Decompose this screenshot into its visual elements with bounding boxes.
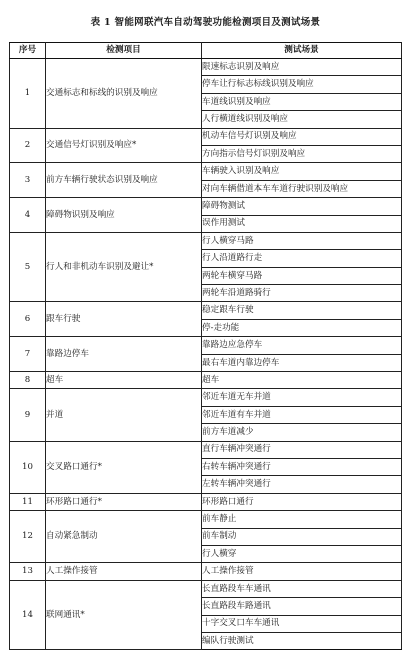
test-item: 联网通讯*: [46, 580, 202, 650]
test-scene: 最右车道内靠边停车: [202, 354, 402, 371]
table-row: [10, 128, 402, 145]
test-scene: 停-走功能: [202, 319, 402, 336]
test-scene: 稳定跟车行驶: [202, 302, 402, 319]
test-item: 跟车行驶: [46, 302, 202, 337]
table-header-row: [10, 43, 402, 59]
test-scene: 两轮车沿道路骑行: [202, 285, 402, 302]
table-row: [10, 580, 402, 597]
table-row: [10, 511, 402, 528]
table-row: [10, 302, 402, 319]
test-item: 交叉路口通行*: [46, 441, 202, 493]
table-row: [10, 372, 402, 389]
test-scene: 直行车辆冲突通行: [202, 441, 402, 458]
test-item: 环形路口通行*: [46, 493, 202, 510]
test-scene: 两轮车横穿马路: [202, 267, 402, 284]
row-number: 11: [10, 493, 46, 510]
test-scene: 长直路段车车通讯: [202, 580, 402, 597]
test-scene: 邻近车道有车并道: [202, 406, 402, 423]
test-item: 交通信号灯识别及响应*: [46, 128, 202, 163]
table-row: [10, 59, 402, 76]
row-number: 2: [10, 128, 46, 163]
test-item: 自动紧急制动: [46, 511, 202, 563]
test-item: 交通标志和标线的识别及响应: [46, 59, 202, 129]
table-caption: 表 1 智能网联汽车自动驾驶功能检测项目及测试场景: [90, 17, 321, 28]
test-scene: 靠路边应急停车: [202, 337, 402, 354]
row-number: 5: [10, 232, 46, 302]
test-scene: 对向车辆借道本车车道行驶识别及响应: [202, 180, 402, 197]
test-item: 超车: [46, 372, 202, 389]
test-scene: 前车制动: [202, 528, 402, 545]
table-row: [10, 232, 402, 249]
test-item: 障碍物识别及响应: [46, 198, 202, 233]
test-item: 前方车辆行驶状态识别及响应: [46, 163, 202, 198]
row-number: 10: [10, 441, 46, 493]
test-scene: 行人沿道路行走: [202, 250, 402, 267]
test-scene: 机动车信号灯识别及响应: [202, 128, 402, 145]
header-item: 检测项目: [46, 43, 202, 59]
row-number: 13: [10, 563, 46, 580]
table-row: [10, 163, 402, 180]
test-items-table: [9, 42, 402, 650]
row-number: 1: [10, 59, 46, 129]
row-number: 4: [10, 198, 46, 233]
table-body: [10, 59, 402, 650]
test-item: 靠路边停车: [46, 337, 202, 372]
test-scene: 超车: [202, 372, 402, 389]
test-scene: 前方车道减少: [202, 424, 402, 441]
header-scene: 测试场景: [202, 43, 402, 59]
row-number: 12: [10, 511, 46, 563]
test-scene: 人行横道线识别及响应: [202, 111, 402, 128]
row-number: 3: [10, 163, 46, 198]
test-scene: 行人横穿: [202, 545, 402, 562]
row-number: 6: [10, 302, 46, 337]
test-scene: 限速标志识别及响应: [202, 59, 402, 76]
table-row: [10, 198, 402, 215]
test-scene: 人工操作接管: [202, 563, 402, 580]
test-scene: 十字交叉口车车通讯: [202, 615, 402, 632]
row-number: 9: [10, 389, 46, 441]
test-scene: 车道线识别及响应: [202, 93, 402, 110]
header-no: 序号: [10, 43, 46, 59]
test-scene: 停车让行标志标线识别及响应: [202, 76, 402, 93]
test-scene: 邻近车道无车并道: [202, 389, 402, 406]
test-scene: 前车静止: [202, 511, 402, 528]
test-item: 人工操作接管: [46, 563, 202, 580]
test-scene: 左转车辆冲突通行: [202, 476, 402, 493]
test-scene: 障碍物测试: [202, 198, 402, 215]
row-number: 7: [10, 337, 46, 372]
test-scene: 误作用测试: [202, 215, 402, 232]
row-number: 8: [10, 372, 46, 389]
test-scene: 编队行驶测试: [202, 632, 402, 649]
test-scene: 行人横穿马路: [202, 232, 402, 249]
table-row: [10, 563, 402, 580]
test-scene: 环形路口通行: [202, 493, 402, 510]
test-item: 行人和非机动车识别及避让*: [46, 232, 202, 302]
test-item: 并道: [46, 389, 202, 441]
test-scene: 长直路段车路通讯: [202, 598, 402, 615]
table-row: [10, 337, 402, 354]
table-row: [10, 441, 402, 458]
test-scene: 车辆驶入识别及响应: [202, 163, 402, 180]
test-scene: 右转车辆冲突通行: [202, 458, 402, 475]
table-row: [10, 493, 402, 510]
table-row: [10, 389, 402, 406]
test-scene: 方向指示信号灯识别及响应: [202, 145, 402, 162]
row-number: 14: [10, 580, 46, 650]
